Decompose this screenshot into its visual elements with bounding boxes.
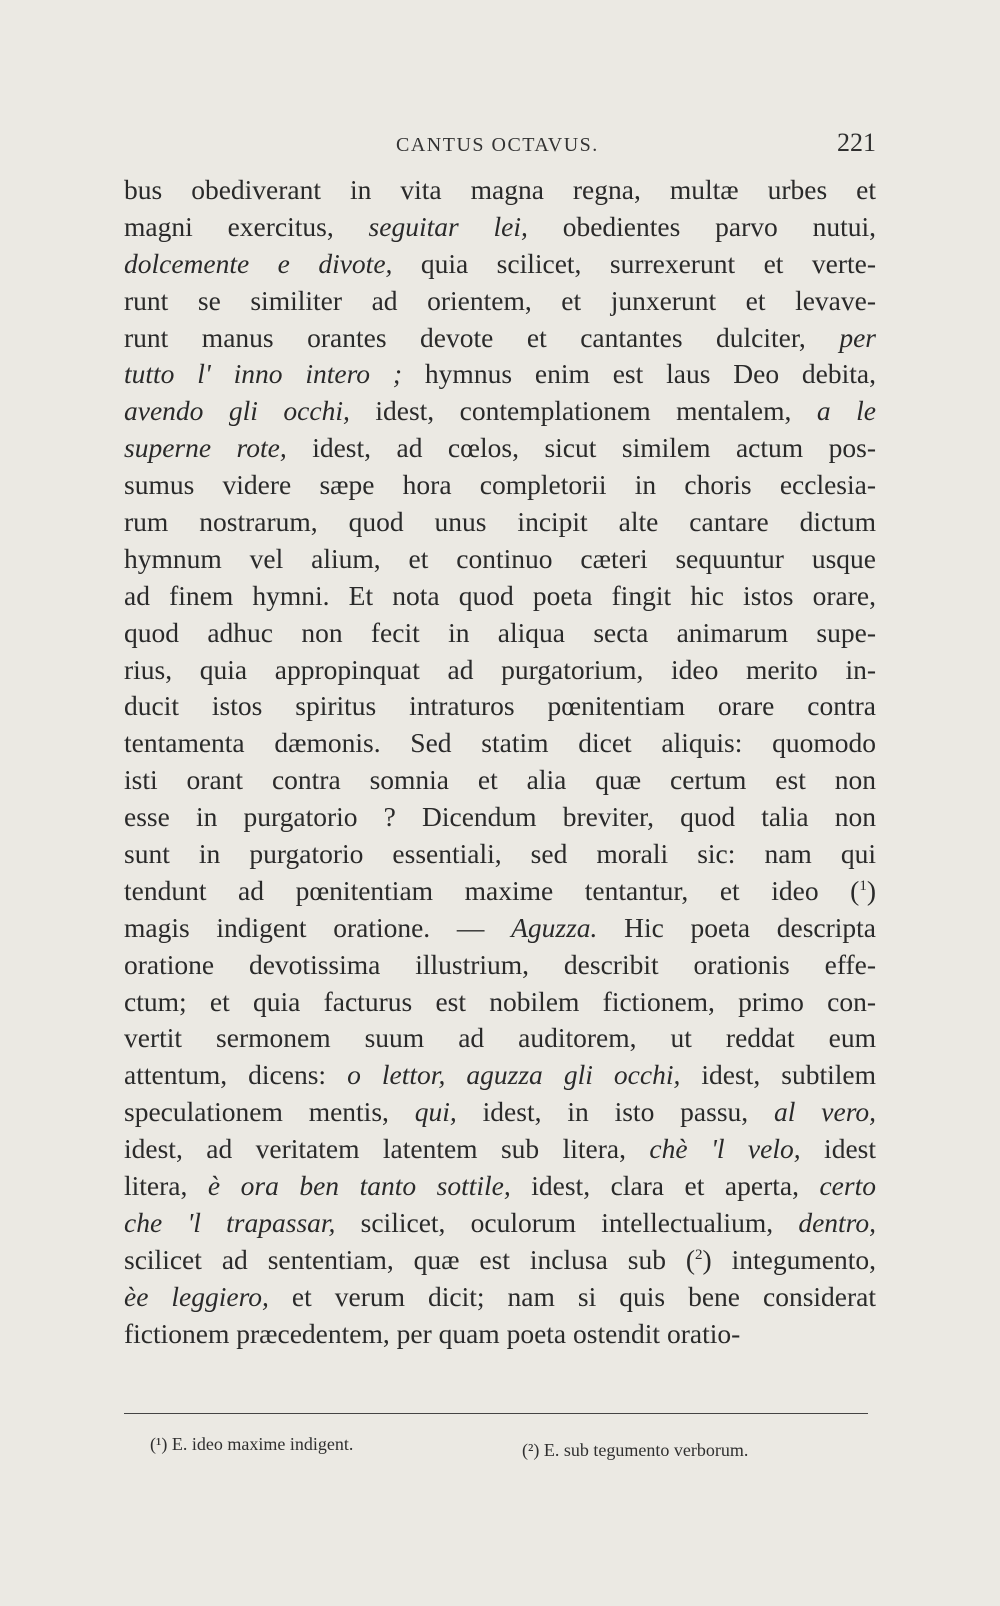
italic-quote: o lettor, aguzza gli occhi, [347,1059,681,1091]
text-segment: idest, in isto passu, [456,1096,775,1128]
text-segment: ducit istos spiritus intraturos pœnitentiam orare contra [124,690,876,722]
text-segment: tentamenta dæmonis. Sed statim dicet aliquis: quomodo [124,727,876,759]
italic-quote: dentro, [798,1206,876,1238]
italic-quote: Aguzza. [511,911,598,943]
text-segment: hymnus enim est laus Deo debita, [402,358,876,390]
text-line [124,430,876,467]
text-line [124,1020,876,1057]
text-line [124,172,876,209]
text-line [124,1242,876,1279]
text-line [124,1131,876,1168]
italic-quote: tutto l' inno intero ; [124,358,403,390]
text-line [124,762,876,799]
text-line [124,209,876,246]
text-segment: ad finem hymni. Et nota quod poeta fingit hic istos orare, [124,579,876,611]
footnotes [150,1434,850,1464]
italic-quote: è ora ben tanto sottile, [207,1170,511,1202]
text-line [124,1094,876,1131]
text-line [124,1205,876,1242]
text-segment: scilicet ad sententiam, quæ est inclusa sub ( [124,1243,696,1275]
text-segment: rum nostrarum, quod unus incipit alte cantare dictum [124,506,876,538]
text-line [124,947,876,984]
text-segment: idest, contemplationem mentalem, [349,395,817,427]
text-segment: litera, [124,1170,208,1202]
text-segment: obedientes parvo nutui, [527,210,876,242]
text-segment: Hic poeta descripta [597,911,877,943]
running-title: CANTUS OCTAVUS. [396,134,599,156]
text-line [124,836,876,873]
italic-quote: al vero, [774,1096,877,1128]
text-segment: esse in purgatorio ? Dicendum breviter, quod talia non [124,801,876,833]
footnote-rule [124,1413,868,1414]
text-line [124,688,876,725]
text-segment: oratione devotissima illustrium, describit orationis effe- [124,948,876,980]
text-line [124,615,876,652]
text-line [124,984,876,1021]
italic-quote: seguitar lei, [368,210,528,242]
text-segment: idest, ad veritatem latentem sub litera, [124,1133,650,1165]
page-number: 221 [837,128,876,157]
text-segment: scilicet, oculorum intellectualium, [335,1206,799,1238]
text-segment: sumus videre sæpe hora completorii in choris ecclesia- [124,469,876,501]
text-segment: bus obediverant in vita magna regna, multæ urbes et [124,174,876,205]
text-line [124,910,876,947]
text-segment: idest [800,1133,876,1165]
text-segment: ) integumento, [702,1243,876,1275]
text-segment: idest, subtilem [680,1059,876,1091]
italic-quote: dolcemente e divote, [124,247,393,279]
text-line [124,1316,876,1353]
page-header [124,128,876,162]
text-segment: idest, clara et aperta, [510,1170,820,1202]
text-line [124,246,876,283]
text-segment: magni exercitus, [124,210,369,242]
text-line [124,393,876,430]
text-segment: ctum; et quia facturus est nobilem fictionem, primo con- [124,985,876,1017]
text-segment: ) [866,874,876,906]
text-segment: sunt in purgatorio essentiali, sed morali sic: nam qui [124,838,876,870]
text-line [124,504,876,541]
text-line [124,725,876,762]
text-line [124,320,876,357]
text-segment: speculationem mentis, [124,1096,415,1128]
text-line [124,799,876,836]
text-segment: quod adhuc non fecit in aliqua secta animarum supe- [124,616,876,648]
text-segment: idest, ad cœlos, sicut similem actum pos- [286,432,876,464]
text-segment: runt manus orantes devote et cantantes dulciter, [124,321,840,353]
italic-quote: che 'l trapassar, [124,1206,336,1238]
italic-quote: qui, [414,1096,457,1128]
footnote-1: (¹) E. ideo maxime indigent. [150,1434,354,1454]
text-segment: magis indigent oratione. — [124,911,512,943]
italic-quote: superne rote, [124,432,287,464]
italic-quote: per [839,321,876,353]
text-line [124,652,876,689]
text-segment: et verum dicit; nam si quis bene considerat [268,1280,876,1312]
text-segment: fictionem præcedentem, per quam poeta ostendit oratio- [124,1317,741,1349]
text-line [124,356,876,393]
footnote-marker: 1 [859,877,867,894]
text-segment: tendunt ad pœnitentiam maxime tentantur, et ideo ( [124,874,860,906]
text-line [124,283,876,320]
text-line [124,873,876,910]
text-segment: isti orant contra somnia et alia quæ certum est non [124,764,876,796]
footnote-2: (²) E. sub tegumento verborum. [522,1440,749,1460]
text-line [124,578,876,615]
text-segment: runt se similiter ad orientem, et junxerunt et levave- [124,284,876,316]
text-segment: vertit sermonem suum ad auditorem, ut reddat eum [124,1022,876,1054]
text-segment: rius, quia appropinquat ad purgatorium, ideo merito in- [124,653,876,685]
text-line [124,1279,876,1316]
italic-quote: èe leggiero, [124,1280,269,1312]
text-segment: attentum, dicens: [124,1059,348,1091]
commentary-text [124,172,876,1353]
text-line [124,467,876,504]
italic-quote: a le [816,395,876,427]
footnote-marker: 2 [695,1246,703,1263]
text-segment: hymnum vel alium, et continuo cæteri sequuntur usque [124,542,876,574]
text-line [124,1057,876,1094]
italic-quote: certo [819,1170,876,1202]
italic-quote: avendo gli occhi, [124,395,350,427]
italic-quote: chè 'l velo, [649,1133,801,1165]
text-line [124,541,876,578]
text-line [124,1168,876,1205]
text-segment: quia scilicet, surrexerunt et verte- [392,247,876,279]
